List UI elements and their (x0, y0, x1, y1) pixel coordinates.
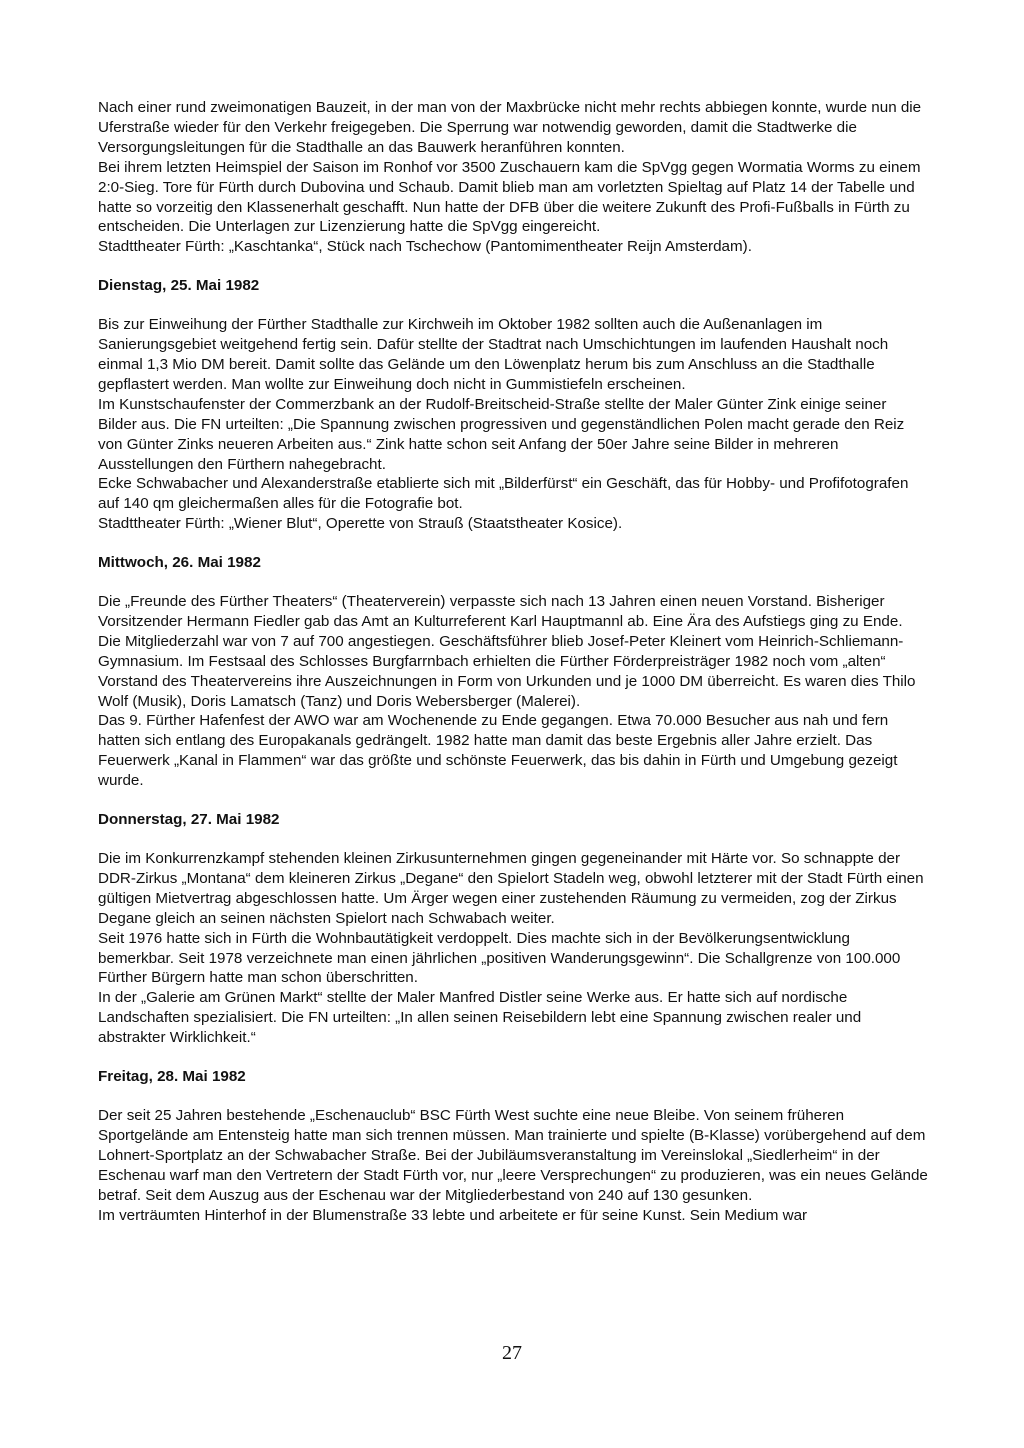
intro-paragraph: Nach einer rund zweimonatigen Bauzeit, in der man von der Maxbrücke nicht mehr rechts abbiegen konnte, wurde nun die Uferstraße wieder für den Verkehr freigegeben. Die Sperrung war notwendig geworden, damit die Stadtwerke die Versorgungsleitungen für die Stadthalle an das Bauwerk heranführen konnten. (98, 99, 922, 156)
paragraph: Im verträumten Hinterhof in der Blumenstraße 33 lebte und arbeitete er für seine Kunst. Sein Medium war (98, 1206, 808, 1224)
date-heading: Dienstag, 25. Mai 1982 (98, 277, 260, 295)
entry-tuesday-25-may (98, 276, 928, 534)
date-heading: Freitag, 28. Mai 1982 (98, 1068, 246, 1086)
paragraph: Bis zur Einweihung der Fürther Stadthalle zur Kirchweih im Oktober 1982 sollten auch die Außenanlagen im Sanierungsgebiet weitgehend fertig sein. Dafür stellte der Stadtrat nach Umschichtungen im laufenden Haushalt noch einmal 1,3 Mio DM bereit. Damit sollte das Gelände um den Löwenplatz herum bis zum Anschluss an die Stadthalle gepflastert werden. Man wollte zur Einweihung doch nicht in Gummistiefeln erscheinen. (98, 316, 889, 393)
date-heading: Mittwoch, 26. Mai 1982 (98, 554, 261, 572)
document-page (98, 98, 928, 1225)
paragraph: Die „Freunde des Fürther Theaters“ (Theaterverein) verpasste sich nach 13 Jahren einen neuen Vorstand. Bisheriger Vorsitzender Hermann Fiedler gab das Amt an Kulturreferent Karl Hauptmannl ab. Eine Ära des Aufstiegs ging zu Ende. Die Mitgliederzahl war von 7 auf 700 angestiegen. Geschäftsführer blieb Josef-Peter Kleinert vom Heinrich-Schliemann-Gymnasium. Im Festsaal des Schlosses Burgfarrnbach erhielten die Fürther Förderpreisträger 1982 noch vom „alten“ Vorstand des Theatervereins ihre Auszeichnungen in Form von Urkunden und je 1000 DM überreicht. Es waren dies Thilo Wolf (Musik), Doris Lamatsch (Tanz) und Doris Webersberger (Malerei). (98, 593, 916, 710)
entry-friday-28-may (98, 1067, 928, 1225)
entry-wednesday-26-may (98, 553, 928, 791)
page-number: 27 (502, 1342, 522, 1364)
entry-thursday-27-may (98, 810, 928, 1048)
paragraph: Die im Konkurrenzkampf stehenden kleinen Zirkusunternehmen gingen gegeneinander mit Härte vor. So schnappte der DDR-Zirkus „Montana“ dem kleineren Zirkus „Degane“ den Spielort Stadeln weg, obwohl letzterer mit der Stadt Fürth einen gültigen Mietvertrag abgeschlossen hatte. Um Ärger wegen einer zustehenden Räumung zu vermeiden, zog der Zirkus Degane gleich an seinen nächsten Spielort nach Schwabach weiter. (98, 850, 924, 927)
paragraph: Stadttheater Fürth: „Wiener Blut“, Operette von Strauß (Staatstheater Kosice). (98, 515, 623, 533)
paragraph: In der „Galerie am Grünen Markt“ stellte der Maler Manfred Distler seine Werke aus. Er hatte sich auf nordische Landschaften spezialisiert. Die FN urteilten: „In allen seinen Reisebildern lebt eine Spannung zwischen realer und abstrakter Wirklichkeit.“ (98, 989, 862, 1047)
paragraph: Ecke Schwabacher und Alexanderstraße etablierte sich mit „Bilderfürst“ ein Geschäft, das für Hobby- und Profifotografen auf 140 qm gleichermaßen alles für die Fotografie bot. (98, 475, 909, 513)
paragraph: Im Kunstschaufenster der Commerzbank an der Rudolf-Breitscheid-Straße stellte der Maler Günter Zink einige seiner Bilder aus. Die FN urteilten: „Die Spannung zwischen progressiven und gegenständlichen Polen macht gerade den Reiz von Günter Zinks neueren Arbeiten aus.“ Zink hatte schon seit Anfang der 50er Jahre seine Bilder in mehreren Ausstellungen den Fürthern nahegebracht. (98, 395, 905, 473)
paragraph: Seit 1976 hatte sich in Fürth die Wohnbautätigkeit verdoppelt. Dies machte sich in der Bevölkerungsentwicklung bemerkbar. Seit 1978 verzeichnete man einen jährlichen „positiven Wanderungsgewinn“. Die Schallgrenze von 100.000 Fürther Bürgern hatte man schon überschritten. (98, 929, 901, 987)
paragraph: Das 9. Fürther Hafenfest der AWO war am Wochenende zu Ende gegangen. Etwa 70.000 Besucher aus nah und fern hatten sich entlang des Europakanals gedrängelt. 1982 hatte man damit das beste Ergebnis aller Jahre erzielt. Das Feuerwerk „Kanal in Flammen“ war das größte und schönste Feuerwerk, das bis dahin in Fürth und Umgebung gezeigt wurde. (98, 712, 898, 790)
date-heading: Donnerstag, 27. Mai 1982 (98, 811, 280, 829)
intro-paragraph: Stadttheater Fürth: „Kaschtanka“, Stück nach Tschechow (Pantomimentheater Reijn Amsterdam). (98, 238, 752, 256)
paragraph: Der seit 25 Jahren bestehende „Eschenauclub“ BSC Fürth West suchte eine neue Bleibe. Von seinem früheren Sportgelände am Entensteig hatte man sich trennen müssen. Man trainierte und spielte (B-Klasse) vorübergehend auf dem Lohnert-Sportplatz an der Schwabacher Straße. Bei der Jubiläumsveranstaltung im Vereinslokal „Siedlerheim“ in der Eschenau warf man den Vertretern der Stadt Fürth vor, nur „leere Versprechungen“ zu produzieren, was ein neues Gelände betraf. Seit dem Auszug aus der Eschenau war der Mitgliederbestand von 240 auf 130 gesunken. (98, 1106, 928, 1204)
intro-paragraph: Bei ihrem letzten Heimspiel der Saison im Ronhof vor 3500 Zuschauern kam die SpVgg gegen Wormatia Worms zu einem 2:0-Sieg. Tore für Fürth durch Dubovina und Schaub. Damit blieb man am vorletzten Spieltag auf Platz 14 der Tabelle und hatte so vorzeitig den Klassenerhalt geschafft. Nun hatte der DFB über die weitere Zukunft des Profi-Fußballs in Fürth zu entscheiden. Die Unterlagen zur Lizenzierung hatte die SpVgg eingereicht. (98, 158, 921, 236)
